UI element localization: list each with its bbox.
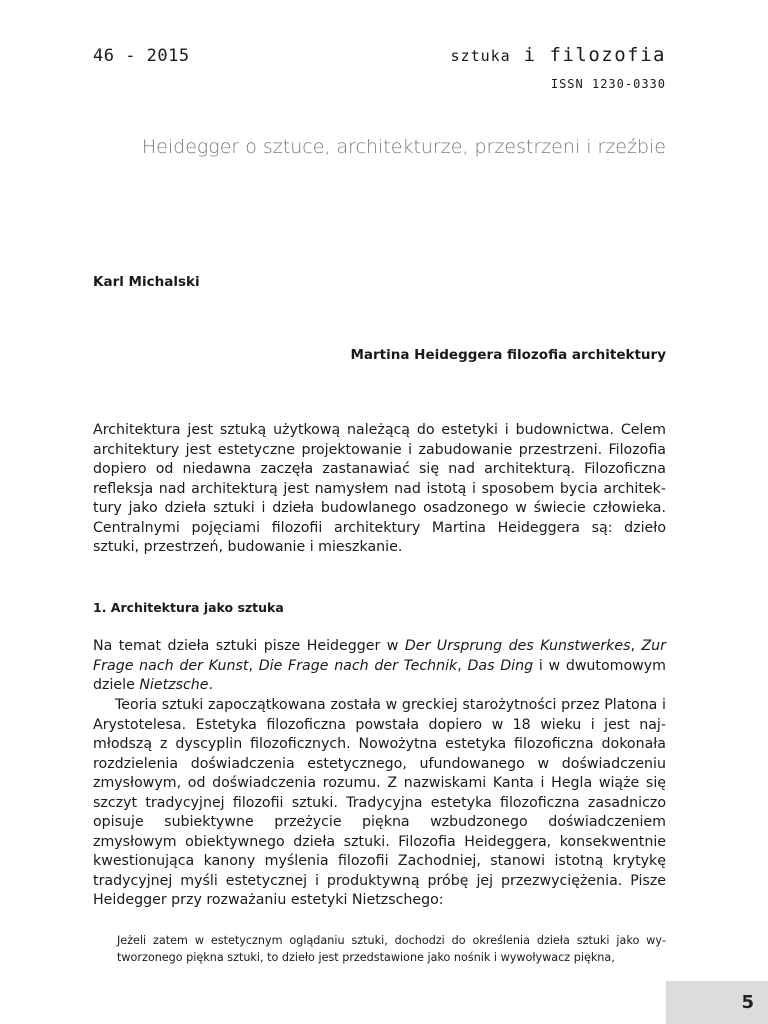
section-heading: 1. Architektura jako sztuka: [93, 600, 284, 615]
p1-text: .: [208, 677, 214, 693]
page-number-box: [666, 981, 768, 1024]
work-title: Das Ding: [467, 657, 534, 674]
p1-text: ,: [630, 638, 642, 654]
body-paragraph-1: [93, 637, 666, 696]
p1-text: i w dwutomowym dziele: [93, 657, 666, 693]
author-name: Karl Michalski: [93, 274, 200, 290]
p1-text: ,: [248, 657, 259, 674]
article-title: Martina Heideggera filozofia architektury: [350, 347, 666, 363]
body-paragraph-2: Teoria sztuki zapoczątkowana została w greckiej starożytności przez Platona i Arystotelesa. Estetyka filozoficzna powstała dopiero w 18 wieku i jest najmłodszą z dyscyplin filozoficznych. Nowożytna estetyka filozoficzna dokonała rozdzielenia doświadczenia estetycznego, ufundowanego w doświadczeniu zmysłowym, od doświadczenia rozumu. Z nazwiskami Kanta i Hegla wiąże się szczyt tradycyjnej filozofii sztuki. Tradycyjna estetyka filozoficzna zasadniczo opisuje subiektywne przeżycie piękna wzbudzonego doświadczeniem zmysłowym obiektywnego dzieła sztuki. Filozofia Heideggera, konsekwentnie kwestionująca kanony myślenia filozofii Zachodniej, stanowi istotną krytykę tradycyjnej myśli estetycznej i produktywną próbę jej przezwyciężenia. Pisze Heidegger przy rozważaniu estetyki Nietzschego:: [93, 697, 666, 908]
page-number: 5: [741, 992, 754, 1013]
series-title: Heidegger o sztuce, architekturze, przestrzeni i rzeźbie: [141, 136, 666, 158]
work-title: Die Frage nach der Technik: [258, 657, 458, 674]
journal-title-part2: i filozofia: [523, 44, 666, 66]
issn: ISSN 1230-0330: [550, 77, 666, 91]
journal-title: [451, 44, 666, 66]
abstract-paragraph: Architektura jest sztuką użytkową należącą do estetyki i budownictwa. Celem architektury jest estetyczne projektowanie i zabudowanie przestrzeni. Filozofia dopiero od niedawna zaczęła zastanawiać się nad architekturą. Filozoficzna refleksja nad architekturą jest namysłem nad istotą i sposobem bycia architektury jako dzieła sztuki i dzieła budowlanego osadzonego w świecie człowieka. Centralnymi pojęciami filozofii architektury Martina Heideggera są: dzieło sztuki, przestrzeń, budowanie i mieszkanie.: [93, 422, 666, 555]
journal-title-part1: sztuka: [450, 47, 511, 65]
work-title: Der Ursprung des Kunstwerkes: [404, 638, 631, 654]
block-quote: Jeżeli zatem w estetycznym oglądaniu sztuki, dochodzi do określenia dzieła sztuki jako wytworzonego piękna sztuki, to dzieło jest przedstawione jako nośnik i wywoływacz piękna,: [117, 934, 666, 964]
work-title: Zur Frage nach der Kunst: [93, 638, 666, 674]
p1-text: ,: [457, 657, 468, 674]
p1-text: Na temat dzieła sztuki pisze Heidegger w: [93, 638, 405, 654]
issue-number: 46 - 2015: [93, 46, 190, 66]
work-title: Nietzsche: [139, 677, 209, 693]
